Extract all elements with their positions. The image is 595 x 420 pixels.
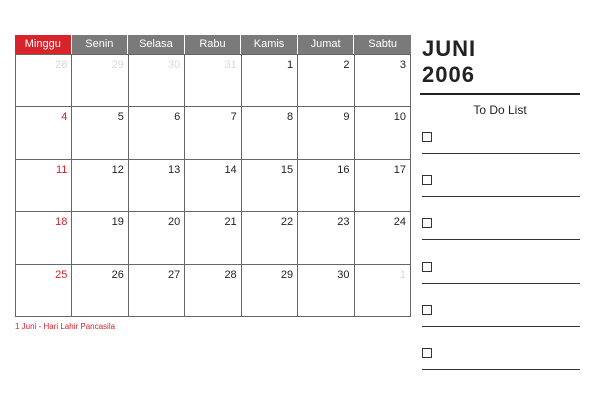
day-number: 2 (343, 59, 350, 71)
calendar-day-cell[interactable] (185, 107, 241, 159)
calendar-day-cell[interactable] (298, 55, 354, 107)
calendar-day-cell[interactable] (298, 265, 354, 317)
day-number: 24 (393, 216, 406, 229)
holiday-note: 1 Juni - Hari Lahir Pancasila (15, 322, 116, 331)
calendar (15, 35, 411, 317)
weekday-thursday: Kamis (241, 35, 298, 54)
day-number: 28 (224, 268, 237, 281)
calendar-day-cell[interactable] (242, 212, 298, 264)
calendar-day-cell[interactable] (129, 107, 185, 159)
day-number: 1 (286, 59, 294, 71)
checkbox-icon[interactable] (422, 132, 432, 142)
todo-item[interactable] (422, 302, 580, 327)
day-number: 19 (111, 216, 124, 229)
day-number: 25 (55, 268, 68, 281)
calendar-day-cell[interactable] (72, 160, 128, 212)
calendar-day-cell[interactable] (16, 212, 72, 264)
day-number: 30 (168, 59, 181, 71)
calendar-week (16, 265, 411, 317)
day-number: 3 (399, 59, 406, 71)
todo-item[interactable] (422, 259, 580, 284)
calendar-day-cell[interactable] (129, 55, 185, 107)
calendar-day-cell[interactable] (355, 212, 411, 264)
calendar-day-cell[interactable] (242, 55, 298, 107)
calendar-day-cell[interactable] (16, 160, 72, 212)
day-number: 26 (111, 268, 124, 281)
checkbox-icon[interactable] (422, 218, 432, 228)
day-number: 13 (168, 163, 181, 176)
checkbox-icon[interactable] (422, 305, 432, 315)
todo-item[interactable] (422, 172, 580, 197)
calendar-day-cell[interactable] (72, 107, 128, 159)
calendar-day-cell[interactable] (129, 160, 185, 212)
calendar-day-cell[interactable] (355, 107, 411, 159)
calendar-day-cell[interactable] (185, 55, 241, 107)
calendar-day-cell[interactable] (185, 212, 241, 264)
day-number: 1 (399, 268, 406, 281)
day-number: 8 (286, 111, 294, 124)
calendar-day-cell[interactable] (355, 265, 411, 317)
day-number: 27 (168, 268, 181, 281)
calendar-day-cell[interactable] (242, 107, 298, 159)
calendar-day-cell[interactable] (185, 265, 241, 317)
calendar-week (16, 212, 411, 264)
calendar-day-cell[interactable] (129, 265, 185, 317)
day-number: 10 (393, 111, 406, 124)
calendar-day-cell[interactable] (242, 265, 298, 317)
todo-item[interactable] (422, 215, 580, 240)
day-number: 30 (337, 268, 350, 281)
calendar-day-cell[interactable] (16, 55, 72, 107)
calendar-week (16, 160, 411, 212)
day-number: 21 (224, 216, 237, 229)
calendar-day-cell[interactable] (185, 160, 241, 212)
day-number: 6 (174, 111, 181, 124)
calendar-week (16, 55, 411, 107)
todo-title: To Do List (473, 103, 527, 117)
day-number: 15 (280, 163, 294, 176)
calendar-day-cell[interactable] (72, 212, 128, 264)
weekday-friday: Jumat (298, 35, 355, 54)
calendar-day-cell[interactable] (355, 160, 411, 212)
weekday-wednesday: Rabu (185, 35, 242, 54)
day-number: 4 (61, 111, 68, 124)
weekday-monday: Senin (72, 35, 129, 54)
weekday-header (15, 35, 411, 54)
day-number: 20 (168, 216, 181, 229)
day-number: 11 (56, 163, 68, 176)
calendar-grid (15, 54, 411, 317)
calendar-day-cell[interactable] (298, 160, 354, 212)
day-number: 28 (55, 59, 68, 71)
checkbox-icon[interactable] (422, 175, 432, 185)
calendar-day-cell[interactable] (16, 107, 72, 159)
calendar-day-cell[interactable] (298, 212, 354, 264)
calendar-day-cell[interactable] (355, 55, 411, 107)
checkbox-icon[interactable] (422, 348, 432, 358)
title-divider (420, 93, 580, 95)
day-number: 29 (280, 268, 294, 281)
calendar-day-cell[interactable] (72, 265, 128, 317)
day-number: 22 (280, 216, 294, 229)
weekday-tuesday: Selasa (128, 35, 185, 54)
day-number: 5 (117, 111, 124, 124)
calendar-day-cell[interactable] (129, 212, 185, 264)
day-number: 12 (111, 163, 124, 176)
day-number: 9 (343, 111, 350, 124)
year-title: 2006 (422, 62, 475, 87)
day-number: 31 (224, 59, 237, 71)
month-title: JUNI (422, 36, 477, 61)
todo-item[interactable] (422, 129, 580, 154)
calendar-week (16, 107, 411, 159)
weekday-saturday: Sabtu (354, 35, 411, 54)
todo-item[interactable] (422, 345, 580, 370)
day-number: 16 (337, 163, 350, 176)
day-number: 7 (230, 111, 237, 124)
calendar-day-cell[interactable] (242, 160, 298, 212)
calendar-day-cell[interactable] (298, 107, 354, 159)
weekday-sunday: Minggu (15, 35, 72, 54)
checkbox-icon[interactable] (422, 262, 432, 272)
day-number: 14 (224, 163, 237, 176)
day-number: 17 (393, 163, 406, 176)
day-number: 18 (55, 216, 68, 229)
calendar-day-cell[interactable] (16, 265, 72, 317)
day-number: 23 (337, 216, 350, 229)
day-number: 29 (111, 59, 124, 71)
calendar-day-cell[interactable] (72, 55, 128, 107)
